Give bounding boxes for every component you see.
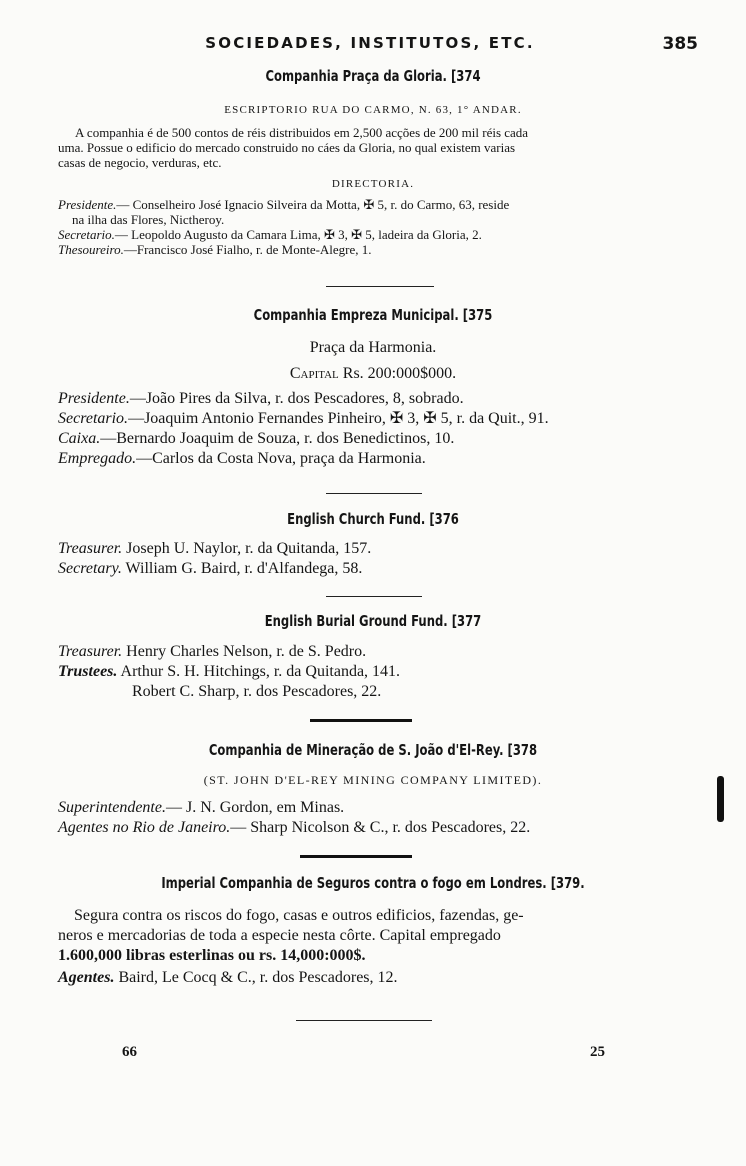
member-375-2 [58,409,549,428]
detail: —Joaquim Antonio Fernandes Pinheiro, ✠ 3, ✠ 5, r. da Quit., 91. [128,410,549,427]
detail: Robert C. Sharp, r. dos Pescadores, 22. [132,683,382,700]
detail: Joseph U. Naylor, r. da Quitanda, 157. [126,540,372,557]
divider [326,286,434,287]
member-377-3 [132,682,381,701]
desc-374-line-1: A companhia é de 500 contos de réis distribuidos em 2,500 acções de 200 mil réis cada [75,125,529,140]
board-label: DIRECTORIA. [331,178,415,190]
detail: — Sharp Nicolson & C., r. dos Pescadores, 22. [230,819,531,836]
footer-signature-right: 25 [590,1044,605,1060]
capital-375 [0,364,746,383]
detail: Baird, Le Cocq & C., r. dos Pescadores, 12. [118,969,398,986]
ink-blot [717,776,724,822]
divider [326,596,422,597]
role: Agentes no Rio de Janeiro. [58,819,231,836]
detail: — J. N. Gordon, em Minas. [165,799,345,816]
divider [300,855,412,858]
role: Superintendente. [58,799,166,816]
member-376-2 [58,559,362,578]
heading-374: Companhia Praça da Gloria. [374 [265,67,481,85]
desc-374-line-3: casas de negocio, verduras, etc. [58,155,222,170]
role: Secretary. [58,560,122,577]
role: Trustees. [58,663,118,680]
divider [310,719,412,722]
detail: — Leopoldo Augusto da Camara Lima, ✠ 3, ✠ 5, ladeira da Gloria, 2. [114,227,482,242]
role: Treasurer. [58,643,123,660]
member-376-1 [58,539,371,558]
place-375: Praça da Harmonia. [309,339,437,356]
detail: —João Pires da Silva, r. dos Pescadores, 8, sobrado. [129,390,464,407]
capital-label: Capital [289,365,339,382]
heading-376: English Church Fund. [376 [287,510,459,528]
member-377-1 [58,642,366,661]
detail: na ilha das Flores, Nictheroy. [72,212,225,227]
detail: Arthur S. H. Hitchings, r. da Quitanda, 141. [120,663,401,680]
agents-379 [58,968,398,987]
member-377-2 [58,662,400,681]
detail: — Conselheiro José Ignacio Silveira da Motta, ✠ 5, r. do Carmo, 63, reside [116,197,510,212]
role: Empregado. [58,450,137,467]
role: Caixa. [58,430,101,447]
page-number: 385 [662,34,698,54]
member-374-3 [58,242,372,257]
role: Presidente. [58,390,130,407]
role: Thesoureiro. [58,242,124,257]
subtitle-378: (ST. JOHN D'EL-REY MINING COMPANY LIMITED). [203,773,543,787]
desc-379-line-2: neros e mercadorias de toda a especie nesta côrte. Capital empregado [58,927,501,944]
desc-379-line-1: Segura contra os riscos do fogo, casas e outros edificios, fazendas, ge- [74,907,524,924]
member-378-1 [58,798,344,817]
desc-379-line-3: 1.600,000 libras esterlinas ou rs. 14,000:000$. [58,947,366,964]
detail: Henry Charles Nelson, r. de S. Pedro. [126,643,367,660]
detail: William G. Baird, r. d'Alfandega, 58. [125,560,363,577]
heading-375: Companhia Empreza Municipal. [375 [253,306,493,324]
member-374-1-cont [72,212,224,227]
heading-378: Companhia de Mineração de S. João d'El-Rey. [378 [208,741,538,759]
heading-377: English Burial Ground Fund. [377 [264,612,482,630]
member-375-4 [58,449,426,468]
role: Secretario. [58,410,129,427]
detail: —Francisco José Fialho, r. de Monte-Alegre, 1. [123,242,372,257]
running-head [0,34,746,60]
footer-signature-left: 66 [122,1044,137,1060]
office-address: ESCRIPTORIO RUA DO CARMO, N. 63, 1° ANDAR. [224,104,522,116]
member-378-2 [58,818,530,837]
capital-value: Rs. 200:000$000. [342,365,457,382]
divider [326,493,422,494]
detail: —Bernardo Joaquim de Souza, r. dos Benedictinos, 10. [100,430,455,447]
role: Secretario. [58,227,115,242]
member-374-1 [58,197,509,212]
role: Presidente. [58,197,117,212]
member-375-1 [58,389,464,408]
divider [296,1020,432,1021]
member-375-3 [58,429,454,448]
role: Agentes. [58,969,115,986]
role: Treasurer. [58,540,123,557]
heading-379: Imperial Companhia de Seguros contra o fogo em Londres. [379. [161,874,585,892]
desc-374-line-2: uma. Possue o edificio do mercado construido no cáes da Gloria, no qual existem varias [58,140,516,155]
running-head-title: SOCIEDADES, INSTITUTOS, ETC. [205,34,535,52]
member-374-2 [58,227,482,242]
detail: —Carlos da Costa Nova, praça da Harmonia. [136,450,426,467]
